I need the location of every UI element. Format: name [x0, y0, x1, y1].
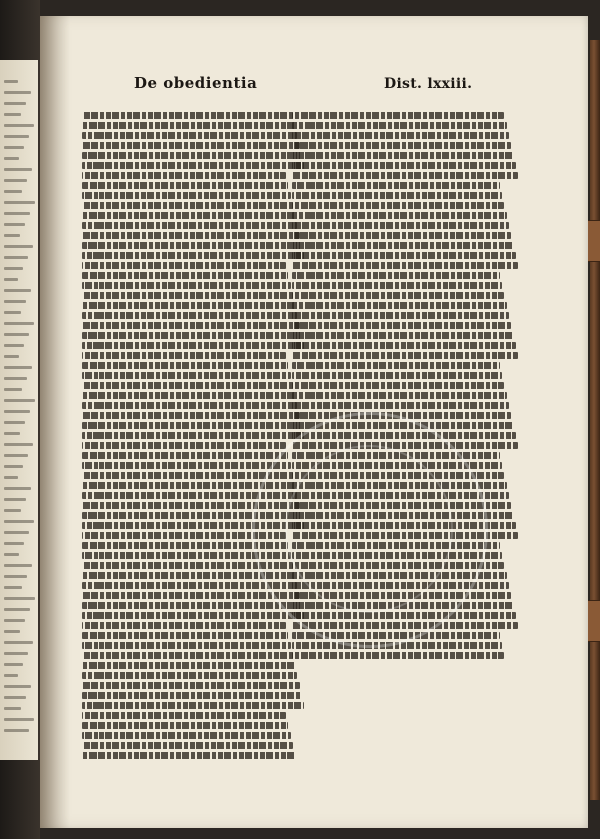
facing-page-text-fragment	[4, 509, 21, 512]
facing-page-text-fragment	[4, 487, 31, 490]
facing-page-edge	[0, 60, 38, 760]
text-line	[82, 192, 291, 199]
text-line	[82, 682, 300, 689]
facing-page-text-fragment	[4, 355, 19, 358]
facing-page-text-fragment	[4, 564, 32, 567]
text-line	[292, 382, 504, 389]
text-line	[82, 182, 288, 189]
text-line	[82, 292, 293, 299]
text-line	[292, 272, 500, 279]
text-line	[292, 312, 509, 319]
text-line	[82, 132, 297, 139]
text-line	[292, 122, 507, 129]
facing-page-text-fragment	[4, 674, 18, 677]
text-line	[82, 332, 302, 339]
facing-page-text-fragment	[4, 597, 35, 600]
text-line	[82, 472, 293, 479]
text-line	[82, 362, 288, 369]
book-binding-edge	[590, 40, 600, 800]
facing-page-text-fragment	[4, 652, 28, 655]
text-line	[82, 732, 291, 739]
text-line	[292, 142, 511, 149]
facing-page-text-fragment	[4, 685, 31, 688]
facing-page-text-fragment	[4, 498, 26, 501]
facing-page-text-fragment	[4, 630, 20, 633]
facing-page-text-fragment	[4, 333, 29, 336]
text-line	[292, 112, 504, 119]
facing-page-text-fragment	[4, 421, 25, 424]
facing-page-text-fragment	[4, 234, 20, 237]
facing-page-text-fragment	[4, 718, 34, 721]
text-line	[82, 242, 302, 249]
facing-page-text-fragment	[4, 344, 24, 347]
binding-strap-lower	[588, 600, 600, 642]
text-line	[82, 702, 304, 709]
text-line	[82, 212, 295, 219]
text-line	[292, 212, 507, 219]
facing-page-text-fragment	[4, 267, 23, 270]
text-line	[82, 352, 286, 359]
text-line	[82, 652, 293, 659]
facing-page-text-fragment	[4, 278, 18, 281]
facing-page-text-fragment	[4, 476, 18, 479]
text-line	[82, 662, 295, 669]
text-line	[82, 322, 300, 329]
text-line	[82, 122, 295, 129]
facing-page-text-fragment	[4, 256, 28, 259]
facing-page-text-fragment	[4, 696, 26, 699]
facing-page-text-fragment	[4, 80, 18, 83]
text-line	[292, 202, 504, 209]
text-line	[292, 402, 509, 409]
text-line	[82, 162, 304, 169]
text-line	[82, 342, 304, 349]
text-line	[292, 302, 507, 309]
text-line	[82, 202, 293, 209]
text-line	[82, 422, 302, 429]
facing-page-text-fragment	[4, 553, 19, 556]
text-line	[292, 262, 518, 269]
text-line	[82, 382, 293, 389]
text-line	[292, 232, 511, 239]
text-line	[82, 372, 291, 379]
text-line	[292, 242, 513, 249]
text-line	[82, 142, 300, 149]
library-stamp-inner-ring	[285, 445, 453, 613]
facing-page-text-fragment	[4, 399, 35, 402]
text-line	[82, 152, 302, 159]
facing-page-text-fragment	[4, 179, 27, 182]
facing-page-text-fragment	[4, 223, 25, 226]
text-line	[292, 372, 502, 379]
facing-page-text-fragment	[4, 201, 35, 204]
facing-page-text-fragment	[4, 729, 29, 732]
facing-page-text-fragment	[4, 146, 24, 149]
facing-page-text-fragment	[4, 619, 25, 622]
text-line	[292, 152, 513, 159]
text-line	[292, 192, 502, 199]
text-line	[82, 412, 300, 419]
text-line	[82, 112, 293, 119]
facing-page-text-fragment	[4, 157, 19, 160]
facing-page-text-fragment	[4, 168, 32, 171]
facing-page-text-fragment	[4, 377, 27, 380]
facing-page-text-fragment	[4, 608, 30, 611]
text-line	[82, 632, 288, 639]
text-line	[82, 452, 288, 459]
book-page	[40, 16, 588, 828]
facing-page-text-fragment	[4, 586, 22, 589]
text-line	[82, 172, 286, 179]
text-line	[292, 292, 504, 299]
text-line	[82, 222, 297, 229]
text-line	[82, 672, 297, 679]
text-line	[82, 592, 300, 599]
facing-page-text-fragment	[4, 663, 23, 666]
text-line	[82, 742, 293, 749]
text-line	[82, 712, 286, 719]
text-line	[292, 332, 513, 339]
text-line	[82, 402, 297, 409]
text-line	[292, 652, 504, 659]
text-column-left	[82, 112, 304, 764]
facing-page-text-fragment	[4, 190, 22, 193]
facing-page-text-fragment	[4, 366, 32, 369]
text-line	[82, 722, 288, 729]
facing-page-text-fragment	[4, 575, 27, 578]
facing-page-text-fragment	[4, 388, 22, 391]
facing-page-text-fragment	[4, 311, 21, 314]
text-line	[292, 342, 516, 349]
text-line	[292, 282, 502, 289]
text-line	[292, 392, 507, 399]
text-line	[82, 232, 300, 239]
facing-page-text-fragment	[4, 212, 30, 215]
text-line	[82, 392, 295, 399]
facing-page-text-fragment	[4, 531, 29, 534]
text-line	[82, 622, 286, 629]
facing-page-text-fragment	[4, 641, 33, 644]
facing-page-text-fragment	[4, 91, 31, 94]
binding-strap-upper	[588, 220, 600, 262]
facing-page-text-fragment	[4, 113, 21, 116]
text-line	[292, 252, 516, 259]
facing-page-text-fragment	[4, 135, 29, 138]
facing-page-text-fragment	[4, 542, 24, 545]
text-line	[82, 462, 291, 469]
facing-page-text-fragment	[4, 245, 33, 248]
text-line	[292, 362, 500, 369]
library-stamp-watermark	[252, 412, 488, 648]
facing-page-text-fragment	[4, 432, 20, 435]
text-line	[292, 352, 518, 359]
text-line	[292, 222, 509, 229]
text-line	[82, 602, 302, 609]
facing-page-text-fragment	[4, 322, 34, 325]
text-line	[82, 262, 286, 269]
running-head-title: De obedientia	[134, 74, 258, 92]
facing-page-text-fragment	[4, 707, 21, 710]
text-line	[82, 442, 286, 449]
text-line	[292, 182, 500, 189]
gutter-shadow	[40, 16, 70, 828]
text-line	[82, 302, 295, 309]
facing-page-text-fragment	[4, 102, 26, 105]
text-line	[292, 322, 511, 329]
text-line	[82, 612, 304, 619]
facing-page-text-fragment	[4, 454, 28, 457]
text-line	[82, 272, 288, 279]
text-line	[82, 752, 295, 759]
text-line	[82, 692, 302, 699]
facing-page-text-fragment	[4, 124, 34, 127]
text-line	[82, 282, 291, 289]
text-line	[292, 132, 509, 139]
facing-page-text-fragment	[4, 443, 33, 446]
running-head-distinction: Dist. lxxiii.	[384, 76, 473, 92]
text-line	[82, 252, 304, 259]
text-line	[82, 642, 291, 649]
text-line	[292, 172, 518, 179]
facing-page-text-fragment	[4, 520, 34, 523]
facing-page-text-fragment	[4, 300, 26, 303]
facing-page-text-fragment	[4, 289, 31, 292]
facing-page-text-fragment	[4, 410, 30, 413]
text-line	[292, 162, 516, 169]
text-line	[82, 432, 304, 439]
facing-page-text-fragment	[4, 465, 23, 468]
text-line	[82, 312, 297, 319]
